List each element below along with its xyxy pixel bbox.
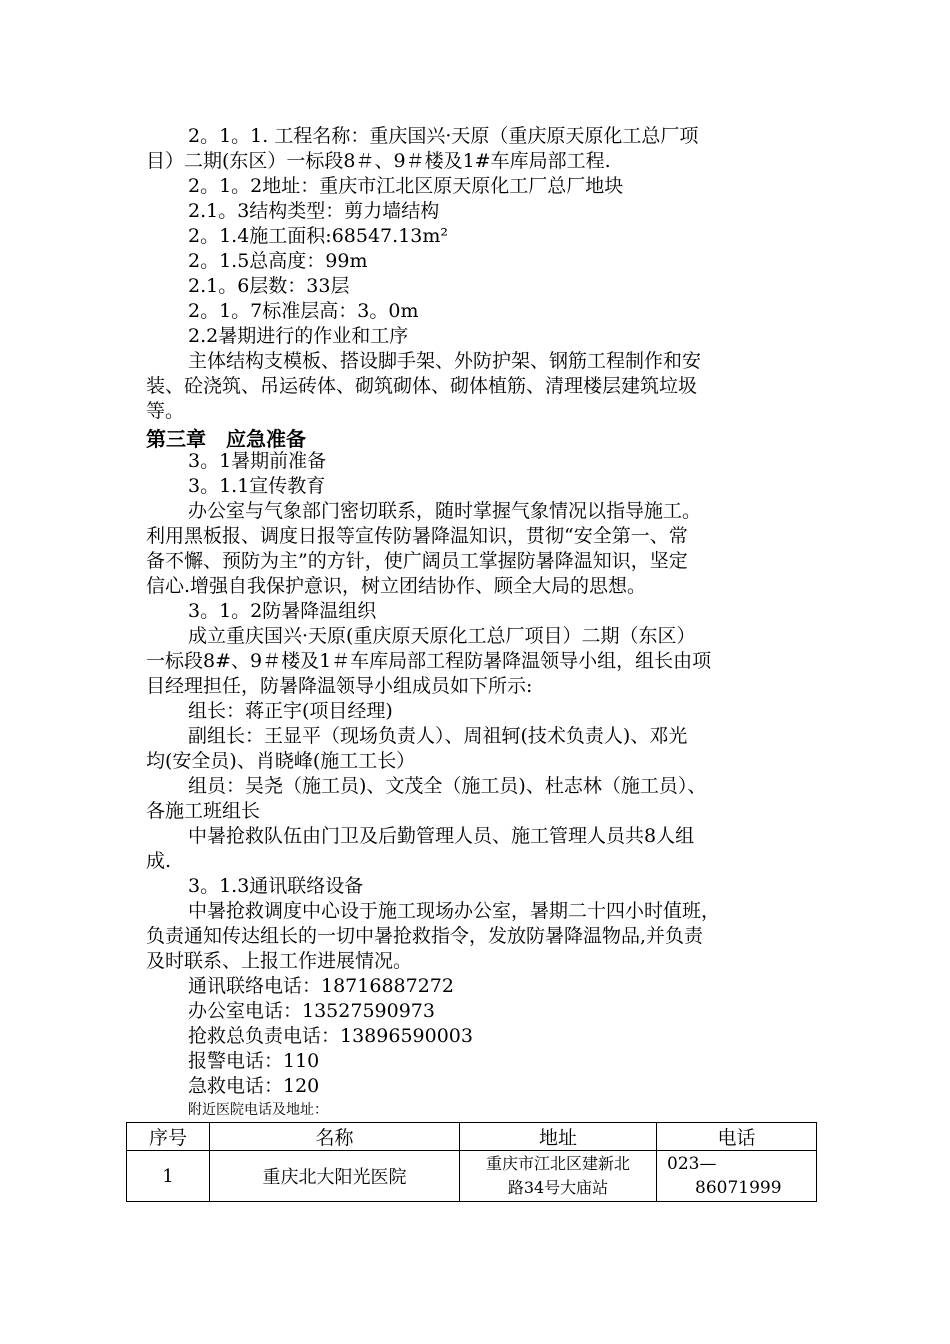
deputy-leader-line1: 副组长：王显平（现场负责人）、周祖轲(技术负责人)、邓光 <box>188 725 688 747</box>
organization-line1: 成立重庆国兴·天原(重庆原天原化工总厂项目）二期（东区） <box>188 625 696 647</box>
phone-line2: 86071999 <box>695 1178 782 1198</box>
header-address: 地址 <box>460 1123 657 1151</box>
cell-phone <box>657 1151 817 1202</box>
table-row <box>127 1151 817 1202</box>
rescue-team-line1: 中暑抢救队伍由门卫及后勤管理人员、施工管理人员共8人组 <box>188 825 695 847</box>
contact-phone: 通讯联络电话：18716887272 <box>188 975 454 997</box>
section-2-1-7: 2。1。7标准层高：3。0m <box>188 300 419 322</box>
table-caption: 附近医院电话及地址： <box>188 1102 328 1118</box>
work-paragraph-line1: 主体结构支模板、搭设脚手架、外防护架、钢筋工程制作和安 <box>188 350 702 372</box>
header-no: 序号 <box>127 1123 210 1151</box>
section-2-1-6: 2.1。6层数：33层 <box>188 275 350 297</box>
work-paragraph-line2: 装、砼浇筑、吊运砖体、砌筑砌体、砌体植筋、清理楼层建筑垃圾 <box>146 375 698 397</box>
organization-line3: 目经理担任，防暑降温领导小组成员如下所示: <box>146 675 533 697</box>
rescue-chief-phone: 抢救总负责电话：13896590003 <box>188 1025 473 1047</box>
cell-no: 1 <box>127 1151 210 1202</box>
header-phone: 电话 <box>657 1123 817 1151</box>
dispatch-line2: 负责通知传达组长的一切中暑抢救指令，发放防暑降温物品,并负责 <box>146 925 704 947</box>
section-2-2-heading: 2.2暑期进行的作业和工序 <box>188 325 409 347</box>
deputy-leader-line2: 均(安全员)、肖晓峰(施工工长） <box>146 750 416 772</box>
ambulance-phone: 急救电话：120 <box>188 1075 320 1097</box>
hospital-table <box>126 1122 817 1202</box>
rescue-team-line2: 成. <box>146 850 172 872</box>
section-3-1-heading: 3。1暑期前准备 <box>188 450 327 472</box>
section-3-1-1-heading: 3。1.1宣传教育 <box>188 475 326 497</box>
team-members-line2: 各施工班组长 <box>146 800 261 822</box>
section-2-1-1-line1: 2。1。1. 工程名称：重庆国兴·天原（重庆原天原化工总厂项 <box>188 125 699 147</box>
publicity-line4: 信心.增强自我保护意识，树立团结协作、顾全大局的思想。 <box>146 575 647 597</box>
table-header-row <box>127 1123 817 1151</box>
address-line1: 重庆市江北区建新北 <box>485 1154 630 1173</box>
section-2-1-5: 2。1.5总高度：99m <box>188 250 368 272</box>
dispatch-line1: 中暑抢救调度中心设于施工现场办公室，暑期二十四小时值班， <box>188 900 721 922</box>
work-paragraph-line3: 等。 <box>146 400 185 422</box>
chapter-3-heading: 第三章 应急准备 <box>146 427 306 451</box>
publicity-line2: 利用黑板报、调度日报等宣传防暑降温知识，贯彻“安全第一、常 <box>146 525 688 547</box>
section-3-1-2-heading: 3。1。2防暑降温组织 <box>188 600 377 622</box>
office-phone: 办公室电话：13527590973 <box>188 1000 435 1022</box>
dispatch-line3: 及时联系、上报工作进展情况。 <box>146 950 413 972</box>
team-members-line1: 组员：吴尧（施工员)、文茂全（施工员)、杜志林（施工员）、 <box>188 775 707 797</box>
police-phone: 报警电话：110 <box>188 1050 320 1072</box>
header-name: 名称 <box>210 1123 460 1151</box>
cell-name: 重庆北大阳光医院 <box>210 1151 460 1202</box>
cell-address <box>460 1151 657 1202</box>
section-2-1-3: 2.1。3结构类型：剪力墙结构 <box>188 200 440 222</box>
team-leader: 组长：蒋正宇(项目经理) <box>188 700 393 722</box>
organization-line2: 一标段8#、9＃楼及1＃车库局部工程防暑降温领导小组，组长由项 <box>146 650 712 672</box>
section-2-1-1-line2: 目）二期(东区）一标段8＃、9＃楼及1#车库局部工程. <box>146 150 611 172</box>
phone-line1: 023— <box>667 1154 717 1174</box>
section-2-1-2: 2。1。2地址：重庆市江北区原天原化工厂总厂地块 <box>188 175 624 197</box>
publicity-line3: 备不懈、预防为主”的方针，使广阔员工掌握防暑降温知识，坚定 <box>146 550 688 572</box>
section-2-1-4: 2。1.4施工面积:68547.13m² <box>188 225 448 247</box>
publicity-line1: 办公室与气象部门密切联系，随时掌握气象情况以指导施工。 <box>188 500 702 522</box>
address-line2: 路34号大庙站 <box>507 1178 609 1197</box>
section-3-1-3-heading: 3。1.3通讯联络设备 <box>188 875 364 897</box>
